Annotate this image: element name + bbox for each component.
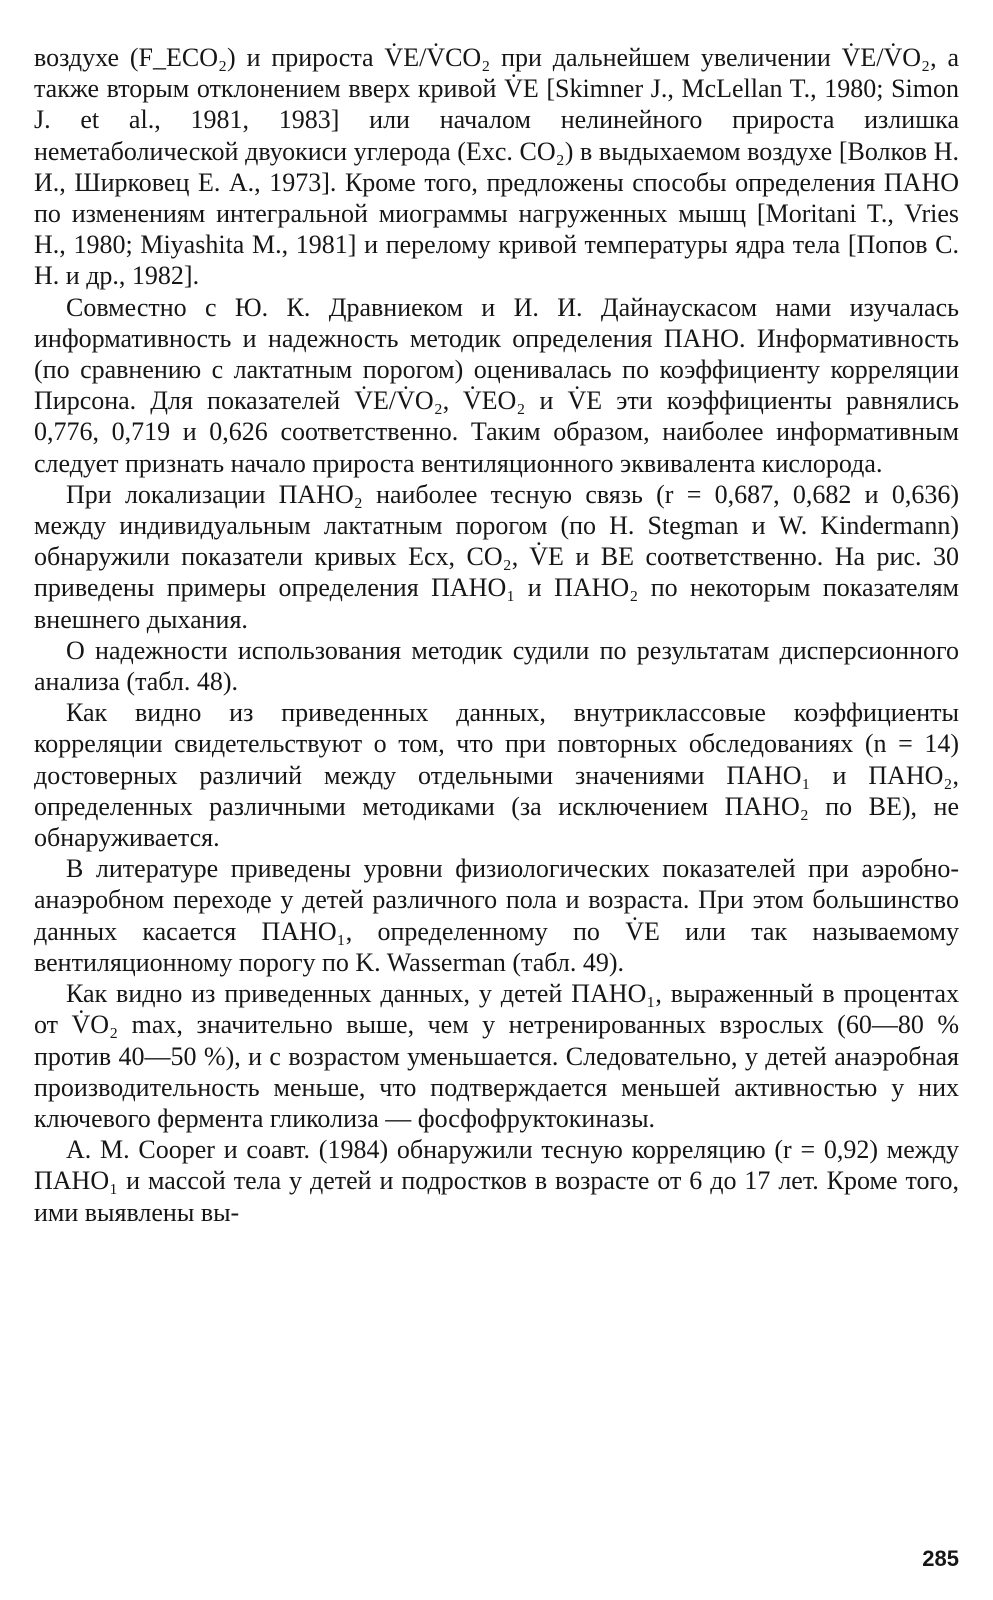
paragraph-6: В литературе приведены уровни физиологических показателей при аэробно-анаэробном переходе у детей различного пола и возраста. При этом большинство данных касается ПАНО₁, определенному по V̇E или так называемому вентиляционному порогу по K. Wasserman (табл. 49).: [34, 854, 959, 977]
paragraph-5: Как видно из приведенных данных, внутриклассовые коэффициенты корреляции свидетельствуют о том, что при повторных обследованиях (n = 14) достоверных различий между отдельными значениями ПАНО₁ и ПАНО₂, определенных различными методиками (за исключением ПАНО₂ по BE), не обнаруживается.: [34, 698, 959, 853]
page-body: [34, 42, 959, 1228]
paragraph-7: Как видно из приведенных данных, у детей ПАНО₁, выраженный в процентах от V̇O₂ max, значительно выше, чем у нетренированных взрослых (60—80 % против 40—50 %), и с возрастом уменьшается. Следовательно, у детей анаэробная производительность меньше, что подтверждается меньшей активностью у них ключевого фермента гликолиза — фосфофруктокиназы.: [34, 979, 959, 1133]
page-number: 285: [922, 1546, 959, 1571]
paragraph-2: Совместно с Ю. К. Дравниеком и И. И. Дайнаускасом нами изучалась информативность и надежность методик определения ПАНО. Информативность (по сравнению с лактатным порогом) оценивалась по коэффициенту корреляции Пирсона. Для показателей V̇E/V̇O₂, V̇EO₂ и V̇E эти коэффициенты равнялись 0,776, 0,719 и 0,626 соответственно. Таким образом, наиболее информативным следует признать начало прироста вентиляционного эквивалента кислорода.: [34, 292, 959, 478]
paragraph-3: При локализации ПАНО₂ наиболее тесную связь (r = 0,687, 0,682 и 0,636) между индивидуальным лактатным порогом (по H. Stegman и W. Kindermann) обнаружили показатели кривых Ecx, CO₂, V̇E и BE соответственно. На рис. 30 приведены примеры определения ПАНО₁ и ПАНО₂ по некоторым показателям внешнего дыхания.: [34, 479, 959, 634]
paragraph-8: A. M. Cooper и соавт. (1984) обнаружили тесную корреляцию (r = 0,92) между ПАНО₁ и массой тела у детей и подростков в возрасте от 6 до 17 лет. Кроме того, ими выявлены вы-: [34, 1135, 959, 1227]
paragraph-4: О надежности использования методик судили по результатам дисперсионного анализа (табл. 48).: [34, 635, 959, 697]
paragraph-1: воздухе (F_ECO₂) и прироста V̇E/V̇CO₂ при дальнейшем увеличении V̇E/V̇O₂, а также вторым отклонением вверх кривой V̇E [Skimner J., McLellan T., 1980; Simon J. et al., 1981, 1983] или началом нелинейного прироста излишка неметаболической двуокиси углерода (Exc. CO₂) в выдыхаемом воздухе [Волков Н. И., Ширковец Е. А., 1973]. Кроме того, предложены способы определения ПАНО по изменениям интегральной миограммы нагруженных мышц [Moritani T., Vries H., 1980; Miyashita M., 1981] и перелому кривой температуры ядра тела [Попов С. Н. и др., 1982].: [34, 43, 959, 291]
